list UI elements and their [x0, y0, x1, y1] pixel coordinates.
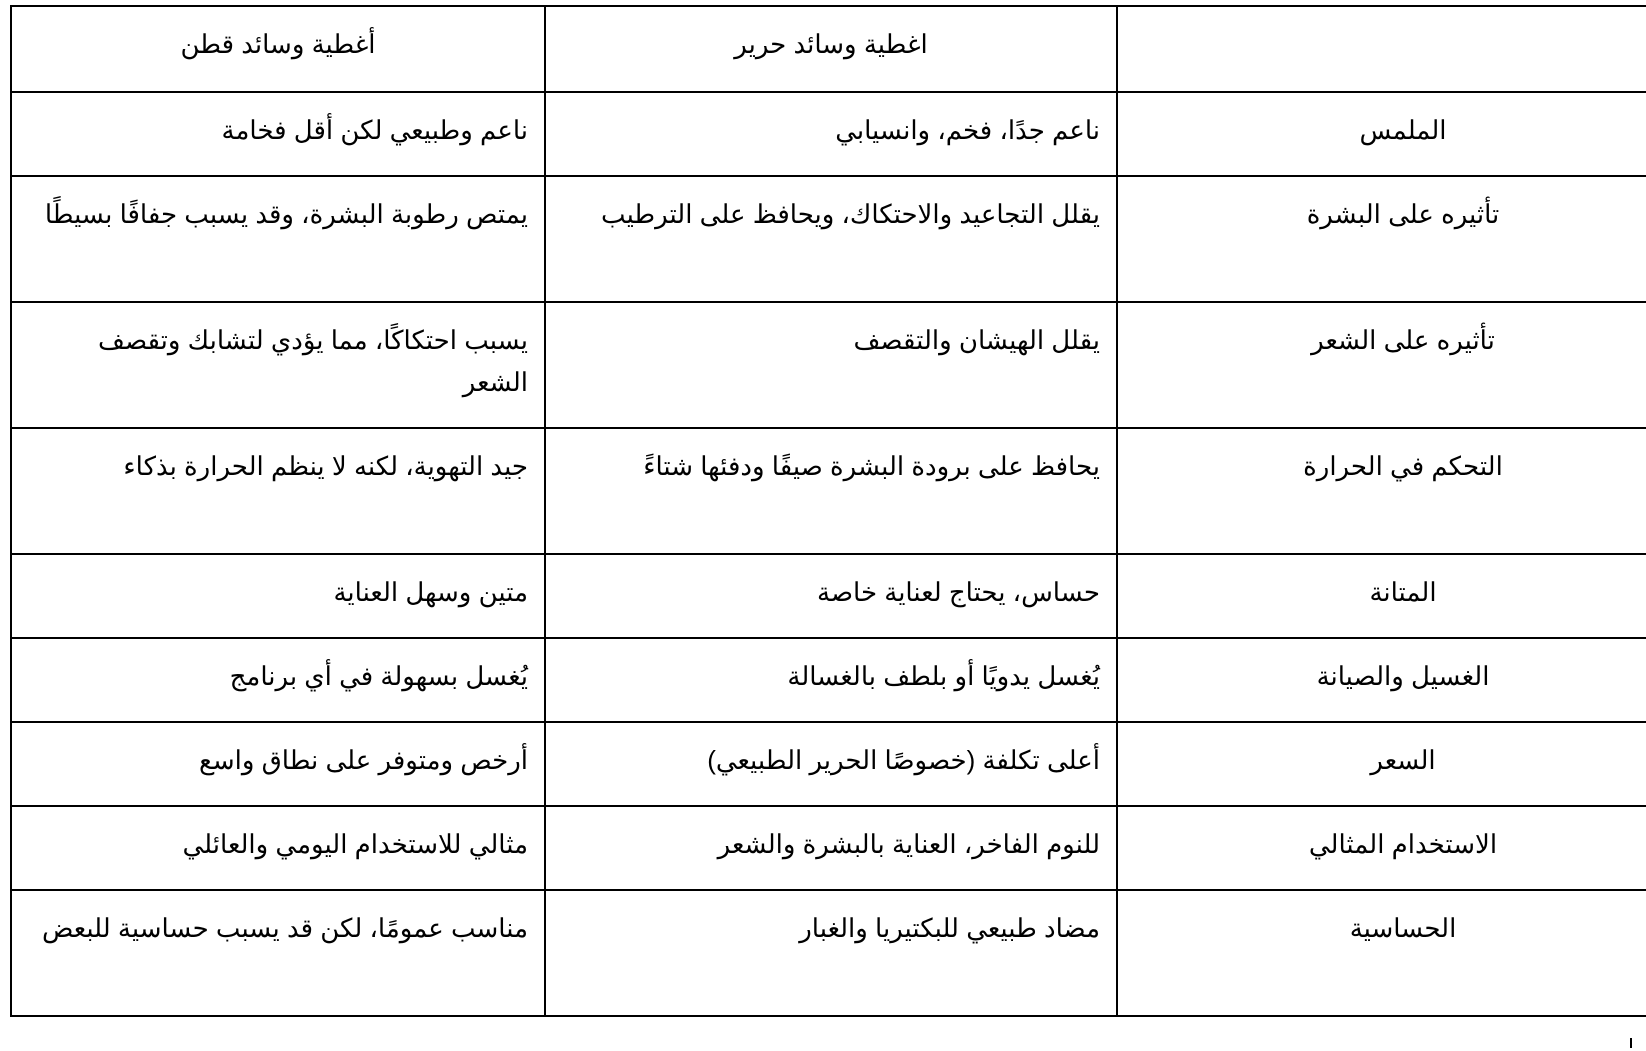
page-edge-mark: [1630, 1038, 1632, 1048]
silk-cell: حساس، يحتاج لعناية خاصة: [545, 554, 1117, 638]
feature-cell: الملمس: [1117, 92, 1646, 176]
feature-cell: تأثيره على الشعر: [1117, 302, 1646, 428]
feature-cell: تأثيره على البشرة: [1117, 176, 1646, 302]
silk-cell: للنوم الفاخر، العناية بالبشرة والشعر: [545, 806, 1117, 890]
cotton-cell: يسبب احتكاكًا، مما يؤدي لتشابك وتقصف الشعر: [11, 302, 545, 428]
header-row: [11, 6, 1646, 92]
cotton-cell: جيد التهوية، لكنه لا ينظم الحرارة بذكاء: [11, 428, 545, 554]
feature-cell: المتانة: [1117, 554, 1646, 638]
cotton-cell: يُغسل بسهولة في أي برنامج: [11, 638, 545, 722]
silk-cell: يقلل التجاعيد والاحتكاك، ويحافظ على الترطيب: [545, 176, 1117, 302]
header-feature-cell: [1117, 6, 1646, 92]
comparison-table: [10, 5, 1646, 1017]
cotton-cell: يمتص رطوبة البشرة، وقد يسبب جفافًا بسيطًا: [11, 176, 545, 302]
cotton-cell: مثالي للاستخدام اليومي والعائلي: [11, 806, 545, 890]
feature-cell: الغسيل والصيانة: [1117, 638, 1646, 722]
feature-cell: التحكم في الحرارة: [1117, 428, 1646, 554]
silk-cell: أعلى تكلفة (خصوصًا الحرير الطبيعي): [545, 722, 1117, 806]
table-row: [11, 722, 1646, 806]
cotton-cell: مناسب عمومًا، لكن قد يسبب حساسية للبعض: [11, 890, 545, 1016]
silk-cell: مضاد طبيعي للبكتيريا والغبار: [545, 890, 1117, 1016]
table-row: [11, 302, 1646, 428]
header-cotton-cell: أغطية وسائد قطن: [11, 6, 545, 92]
silk-cell: يُغسل يدويًا أو بلطف بالغسالة: [545, 638, 1117, 722]
silk-cell: ناعم جدًا، فخم، وانسيابي: [545, 92, 1117, 176]
table-row: [11, 890, 1646, 1016]
silk-cell: يقلل الهيشان والتقصف: [545, 302, 1117, 428]
table-row: [11, 176, 1646, 302]
cotton-cell: أرخص ومتوفر على نطاق واسع: [11, 722, 545, 806]
table-row: [11, 806, 1646, 890]
cotton-cell: متين وسهل العناية: [11, 554, 545, 638]
table-row: [11, 638, 1646, 722]
cotton-cell: ناعم وطبيعي لكن أقل فخامة: [11, 92, 545, 176]
table-row: [11, 554, 1646, 638]
feature-cell: الاستخدام المثالي: [1117, 806, 1646, 890]
table-row: [11, 428, 1646, 554]
feature-cell: السعر: [1117, 722, 1646, 806]
table-row: [11, 92, 1646, 176]
feature-cell: الحساسية: [1117, 890, 1646, 1016]
silk-cell: يحافظ على برودة البشرة صيفًا ودفئها شتاءً: [545, 428, 1117, 554]
header-silk-cell: اغطية وسائد حرير: [545, 6, 1117, 92]
